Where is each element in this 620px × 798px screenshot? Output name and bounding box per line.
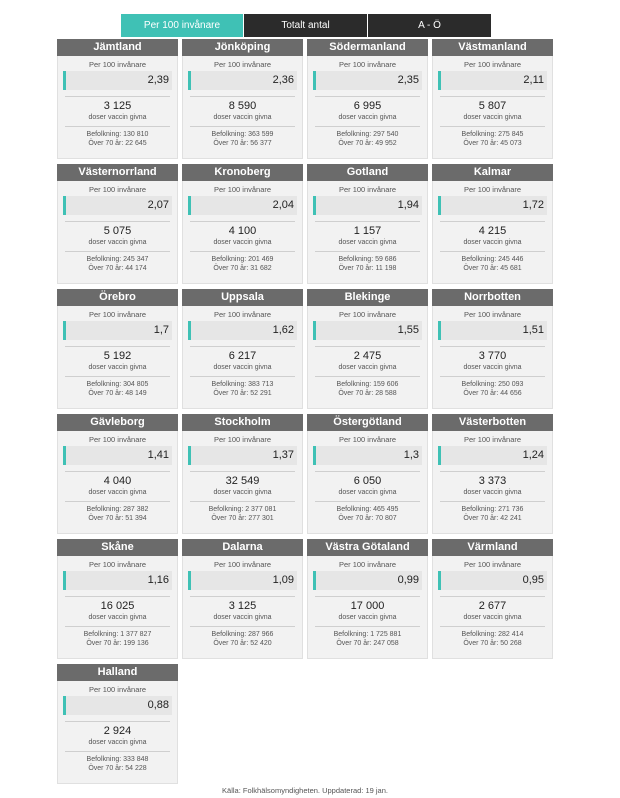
per-100-value: 1,62 [272, 324, 294, 336]
population-value: Befolkning: 2 377 081 [208, 506, 277, 513]
doses-value: 5 807 [478, 100, 507, 112]
region-card [432, 414, 553, 534]
population-value: Befolkning: 297 540 [336, 131, 399, 138]
doses-label: doser vaccin givna [88, 489, 147, 496]
region-card [307, 414, 428, 534]
per-100-value: 2,04 [272, 199, 294, 211]
region-name: Stockholm [182, 414, 303, 431]
region-card [57, 414, 178, 534]
per-100-value: 1,72 [522, 199, 544, 211]
per-100-value: 0,95 [522, 574, 544, 586]
over-70-value: Över 70 år: 277 301 [211, 515, 274, 522]
divider [440, 376, 545, 377]
doses-label: doser vaccin givna [88, 739, 147, 746]
region-card [57, 539, 178, 659]
doses-value: 2 677 [478, 600, 507, 612]
region-name: Jämtland [57, 39, 178, 56]
divider [190, 346, 295, 347]
doses-value: 4 040 [103, 475, 132, 487]
doses-value: 32 549 [225, 475, 260, 487]
doses-label: doser vaccin givna [88, 614, 147, 621]
doses-label: doser vaccin givna [338, 239, 397, 246]
per-100-label: Per 100 invånare [213, 60, 272, 69]
population-value: Befolkning: 250 093 [461, 381, 524, 388]
over-70-value: Över 70 år: 247 058 [336, 640, 399, 647]
doses-label: doser vaccin givna [338, 364, 397, 371]
divider [440, 626, 545, 627]
bar-marker [313, 321, 316, 340]
per-100-label: Per 100 invånare [213, 310, 272, 319]
per-100-label: Per 100 invånare [88, 185, 147, 194]
divider [440, 501, 545, 502]
divider [440, 96, 545, 97]
bar-marker [188, 71, 191, 90]
over-70-value: Över 70 år: 11 198 [338, 265, 397, 272]
divider [440, 471, 545, 472]
population-value: Befolkning: 287 382 [86, 506, 149, 513]
divider [440, 596, 545, 597]
population-value: Befolkning: 304 805 [86, 381, 149, 388]
bar-marker [438, 446, 441, 465]
region-grid [57, 39, 553, 784]
divider [190, 221, 295, 222]
per-100-value: 2,11 [523, 74, 544, 86]
per-100-value: 1,94 [397, 199, 419, 211]
per-100-bar [63, 696, 172, 715]
per-100-value: 2,35 [397, 74, 419, 86]
view-tabs [121, 14, 491, 37]
over-70-value: Över 70 år: 52 420 [213, 640, 272, 647]
divider [65, 376, 170, 377]
per-100-bar [313, 446, 422, 465]
per-100-label: Per 100 invånare [213, 185, 272, 194]
over-70-value: Över 70 år: 22 645 [88, 140, 147, 147]
per-100-value: 1,37 [272, 449, 294, 461]
per-100-label: Per 100 invånare [338, 435, 397, 444]
per-100-value: 1,09 [272, 574, 294, 586]
over-70-value: Över 70 år: 45 073 [463, 140, 522, 147]
per-100-label: Per 100 invånare [88, 60, 147, 69]
bar-marker [63, 571, 66, 590]
per-100-bar [438, 571, 547, 590]
doses-label: doser vaccin givna [88, 239, 147, 246]
doses-label: doser vaccin givna [338, 614, 397, 621]
region-name: Västerbotten [432, 414, 553, 431]
per-100-bar [63, 571, 172, 590]
per-100-bar [188, 446, 297, 465]
per-100-label: Per 100 invånare [88, 685, 147, 694]
region-name: Dalarna [182, 539, 303, 556]
doses-value: 4 215 [478, 225, 507, 237]
divider [190, 501, 295, 502]
per-100-bar [63, 446, 172, 465]
doses-label: doser vaccin givna [463, 614, 522, 621]
doses-label: doser vaccin givna [463, 489, 522, 496]
doses-value: 6 050 [353, 475, 382, 487]
region-card [432, 164, 553, 284]
population-value: Befolkning: 383 713 [211, 381, 274, 388]
divider [65, 251, 170, 252]
doses-value: 3 770 [478, 350, 507, 362]
region-card [432, 39, 553, 159]
per-100-label: Per 100 invånare [213, 560, 272, 569]
bar-marker [438, 321, 441, 340]
per-100-bar [313, 71, 422, 90]
per-100-label: Per 100 invånare [338, 560, 397, 569]
per-100-bar [63, 321, 172, 340]
region-card [432, 289, 553, 409]
divider [315, 376, 420, 377]
region-name: Halland [57, 664, 178, 681]
per-100-value: 2,07 [147, 199, 169, 211]
population-value: Befolkning: 245 446 [461, 256, 524, 263]
over-70-value: Över 70 år: 49 952 [338, 140, 397, 147]
per-100-bar [188, 321, 297, 340]
region-card [57, 289, 178, 409]
bar-marker [63, 321, 66, 340]
doses-label: doser vaccin givna [213, 114, 272, 121]
region-name: Gotland [307, 164, 428, 181]
region-card [307, 539, 428, 659]
doses-label: doser vaccin givna [338, 114, 397, 121]
tab-total[interactable]: Totalt antal [244, 14, 367, 37]
region-name: Södermanland [307, 39, 428, 56]
divider [65, 471, 170, 472]
population-value: Befolkning: 1 377 827 [83, 631, 152, 638]
over-70-value: Över 70 år: 28 588 [338, 390, 397, 397]
divider [190, 626, 295, 627]
divider [315, 96, 420, 97]
divider [65, 126, 170, 127]
divider [65, 626, 170, 627]
per-100-bar [438, 321, 547, 340]
doses-label: doser vaccin givna [463, 364, 522, 371]
population-value: Befolkning: 282 414 [461, 631, 524, 638]
divider [190, 251, 295, 252]
per-100-label: Per 100 invånare [338, 310, 397, 319]
divider [315, 471, 420, 472]
per-100-value: 0,99 [397, 574, 419, 586]
region-card [182, 539, 303, 659]
region-name: Uppsala [182, 289, 303, 306]
per-100-value: 1,24 [522, 449, 544, 461]
region-card [57, 39, 178, 159]
over-70-value: Över 70 år: 50 268 [463, 640, 522, 647]
bar-marker [313, 571, 316, 590]
over-70-value: Över 70 år: 54 228 [88, 765, 147, 772]
divider [65, 751, 170, 752]
over-70-value: Över 70 år: 199 136 [86, 640, 149, 647]
bar-marker [438, 571, 441, 590]
population-value: Befolkning: 363 599 [211, 131, 274, 138]
bar-marker [313, 71, 316, 90]
divider [440, 346, 545, 347]
region-name: Gävleborg [57, 414, 178, 431]
doses-label: doser vaccin givna [88, 364, 147, 371]
region-name: Västmanland [432, 39, 553, 56]
doses-label: doser vaccin givna [463, 239, 522, 246]
over-70-value: Över 70 år: 48 149 [88, 390, 147, 397]
per-100-bar [313, 571, 422, 590]
region-name: Östergötland [307, 414, 428, 431]
doses-value: 3 125 [103, 100, 132, 112]
divider [65, 721, 170, 722]
divider [315, 626, 420, 627]
per-100-label: Per 100 invånare [338, 185, 397, 194]
bar-marker [63, 696, 66, 715]
divider [190, 126, 295, 127]
bar-marker [438, 71, 441, 90]
divider [190, 96, 295, 97]
region-name: Värmland [432, 539, 553, 556]
divider [65, 346, 170, 347]
per-100-value: 1,55 [397, 324, 419, 336]
region-name: Jönköping [182, 39, 303, 56]
source-note: Källa: Folkhälsomyndigheten. Uppdaterad: 19 jan. [222, 786, 388, 795]
per-100-bar [188, 196, 297, 215]
doses-value: 1 157 [353, 225, 382, 237]
divider [65, 596, 170, 597]
doses-value: 2 475 [353, 350, 382, 362]
per-100-bar [438, 196, 547, 215]
doses-value: 5 075 [103, 225, 132, 237]
per-100-value: 2,39 [147, 74, 169, 86]
population-value: Befolkning: 1 725 881 [333, 631, 402, 638]
population-value: Befolkning: 333 848 [86, 756, 149, 763]
per-100-bar [313, 321, 422, 340]
divider [65, 96, 170, 97]
per-100-label: Per 100 invånare [463, 435, 522, 444]
divider [315, 251, 420, 252]
doses-value: 16 025 [100, 600, 135, 612]
divider [315, 596, 420, 597]
region-name: Blekinge [307, 289, 428, 306]
population-value: Befolkning: 130 810 [86, 131, 149, 138]
region-card [307, 39, 428, 159]
region-name: Örebro [57, 289, 178, 306]
per-100-bar [63, 71, 172, 90]
per-100-value: 1,3 [403, 449, 419, 461]
population-value: Befolkning: 201 469 [211, 256, 274, 263]
population-value: Befolkning: 275 845 [461, 131, 524, 138]
doses-value: 8 590 [228, 100, 257, 112]
per-100-bar [63, 196, 172, 215]
region-name: Skåne [57, 539, 178, 556]
over-70-value: Över 70 år: 45 681 [463, 265, 522, 272]
bar-marker [188, 196, 191, 215]
region-card [182, 164, 303, 284]
doses-value: 5 192 [103, 350, 132, 362]
per-100-value: 0,88 [147, 699, 169, 711]
bar-marker [63, 446, 66, 465]
divider [315, 501, 420, 502]
doses-value: 2 924 [103, 725, 132, 737]
doses-label: doser vaccin givna [213, 239, 272, 246]
bar-marker [313, 196, 316, 215]
per-100-label: Per 100 invånare [463, 60, 522, 69]
divider [315, 126, 420, 127]
doses-value: 6 995 [353, 100, 382, 112]
doses-value: 6 217 [228, 350, 257, 362]
divider [440, 251, 545, 252]
per-100-label: Per 100 invånare [88, 560, 147, 569]
region-card [57, 664, 178, 784]
population-value: Befolkning: 159 606 [336, 381, 399, 388]
divider [190, 376, 295, 377]
population-value: Befolkning: 465 495 [336, 506, 399, 513]
region-name: Västra Götaland [307, 539, 428, 556]
per-100-label: Per 100 invånare [88, 310, 147, 319]
doses-value: 4 100 [228, 225, 257, 237]
region-card [182, 289, 303, 409]
bar-marker [188, 446, 191, 465]
doses-value: 17 000 [350, 600, 385, 612]
doses-label: doser vaccin givna [338, 489, 397, 496]
per-100-label: Per 100 invånare [463, 310, 522, 319]
over-70-value: Över 70 år: 70 807 [338, 515, 397, 522]
tab-alphabetical[interactable]: A - Ö [368, 14, 491, 37]
divider [440, 126, 545, 127]
per-100-bar [438, 446, 547, 465]
divider [65, 221, 170, 222]
divider [190, 471, 295, 472]
per-100-label: Per 100 invånare [213, 435, 272, 444]
doses-value: 3 373 [478, 475, 507, 487]
bar-marker [313, 446, 316, 465]
population-value: Befolkning: 245 347 [86, 256, 149, 263]
divider [315, 221, 420, 222]
divider [315, 346, 420, 347]
per-100-value: 2,36 [272, 74, 294, 86]
region-card [307, 164, 428, 284]
per-100-value: 1,7 [153, 324, 169, 336]
bar-marker [63, 196, 66, 215]
over-70-value: Över 70 år: 51 394 [88, 515, 147, 522]
over-70-value: Över 70 år: 42 241 [463, 515, 522, 522]
bar-marker [63, 71, 66, 90]
per-100-label: Per 100 invånare [463, 560, 522, 569]
per-100-value: 1,16 [147, 574, 169, 586]
region-card [182, 39, 303, 159]
divider [65, 501, 170, 502]
over-70-value: Över 70 år: 44 174 [88, 265, 147, 272]
region-name: Kronoberg [182, 164, 303, 181]
doses-label: doser vaccin givna [213, 364, 272, 371]
over-70-value: Över 70 år: 52 291 [213, 390, 272, 397]
region-card [182, 414, 303, 534]
over-70-value: Över 70 år: 44 656 [463, 390, 522, 397]
population-value: Befolkning: 287 966 [211, 631, 274, 638]
doses-label: doser vaccin givna [213, 489, 272, 496]
region-name: Västernorrland [57, 164, 178, 181]
over-70-value: Över 70 år: 56 377 [213, 140, 272, 147]
doses-label: doser vaccin givna [88, 114, 147, 121]
per-100-value: 1,41 [147, 449, 169, 461]
divider [440, 221, 545, 222]
per-100-bar [188, 71, 297, 90]
per-100-label: Per 100 invånare [338, 60, 397, 69]
doses-value: 3 125 [228, 600, 257, 612]
population-value: Befolkning: 271 736 [461, 506, 524, 513]
region-card [432, 539, 553, 659]
region-name: Kalmar [432, 164, 553, 181]
per-100-value: 1,51 [522, 324, 544, 336]
per-100-label: Per 100 invånare [463, 185, 522, 194]
bar-marker [438, 196, 441, 215]
doses-label: doser vaccin givna [463, 114, 522, 121]
per-100-bar [313, 196, 422, 215]
divider [190, 596, 295, 597]
doses-label: doser vaccin givna [213, 614, 272, 621]
region-card [307, 289, 428, 409]
region-name: Norrbotten [432, 289, 553, 306]
tab-per-100[interactable]: Per 100 invånare [121, 14, 243, 37]
per-100-label: Per 100 invånare [88, 435, 147, 444]
per-100-bar [188, 571, 297, 590]
region-card [57, 164, 178, 284]
bar-marker [188, 571, 191, 590]
bar-marker [188, 321, 191, 340]
per-100-bar [438, 71, 547, 90]
population-value: Befolkning: 59 686 [338, 256, 397, 263]
over-70-value: Över 70 år: 31 682 [213, 265, 272, 272]
